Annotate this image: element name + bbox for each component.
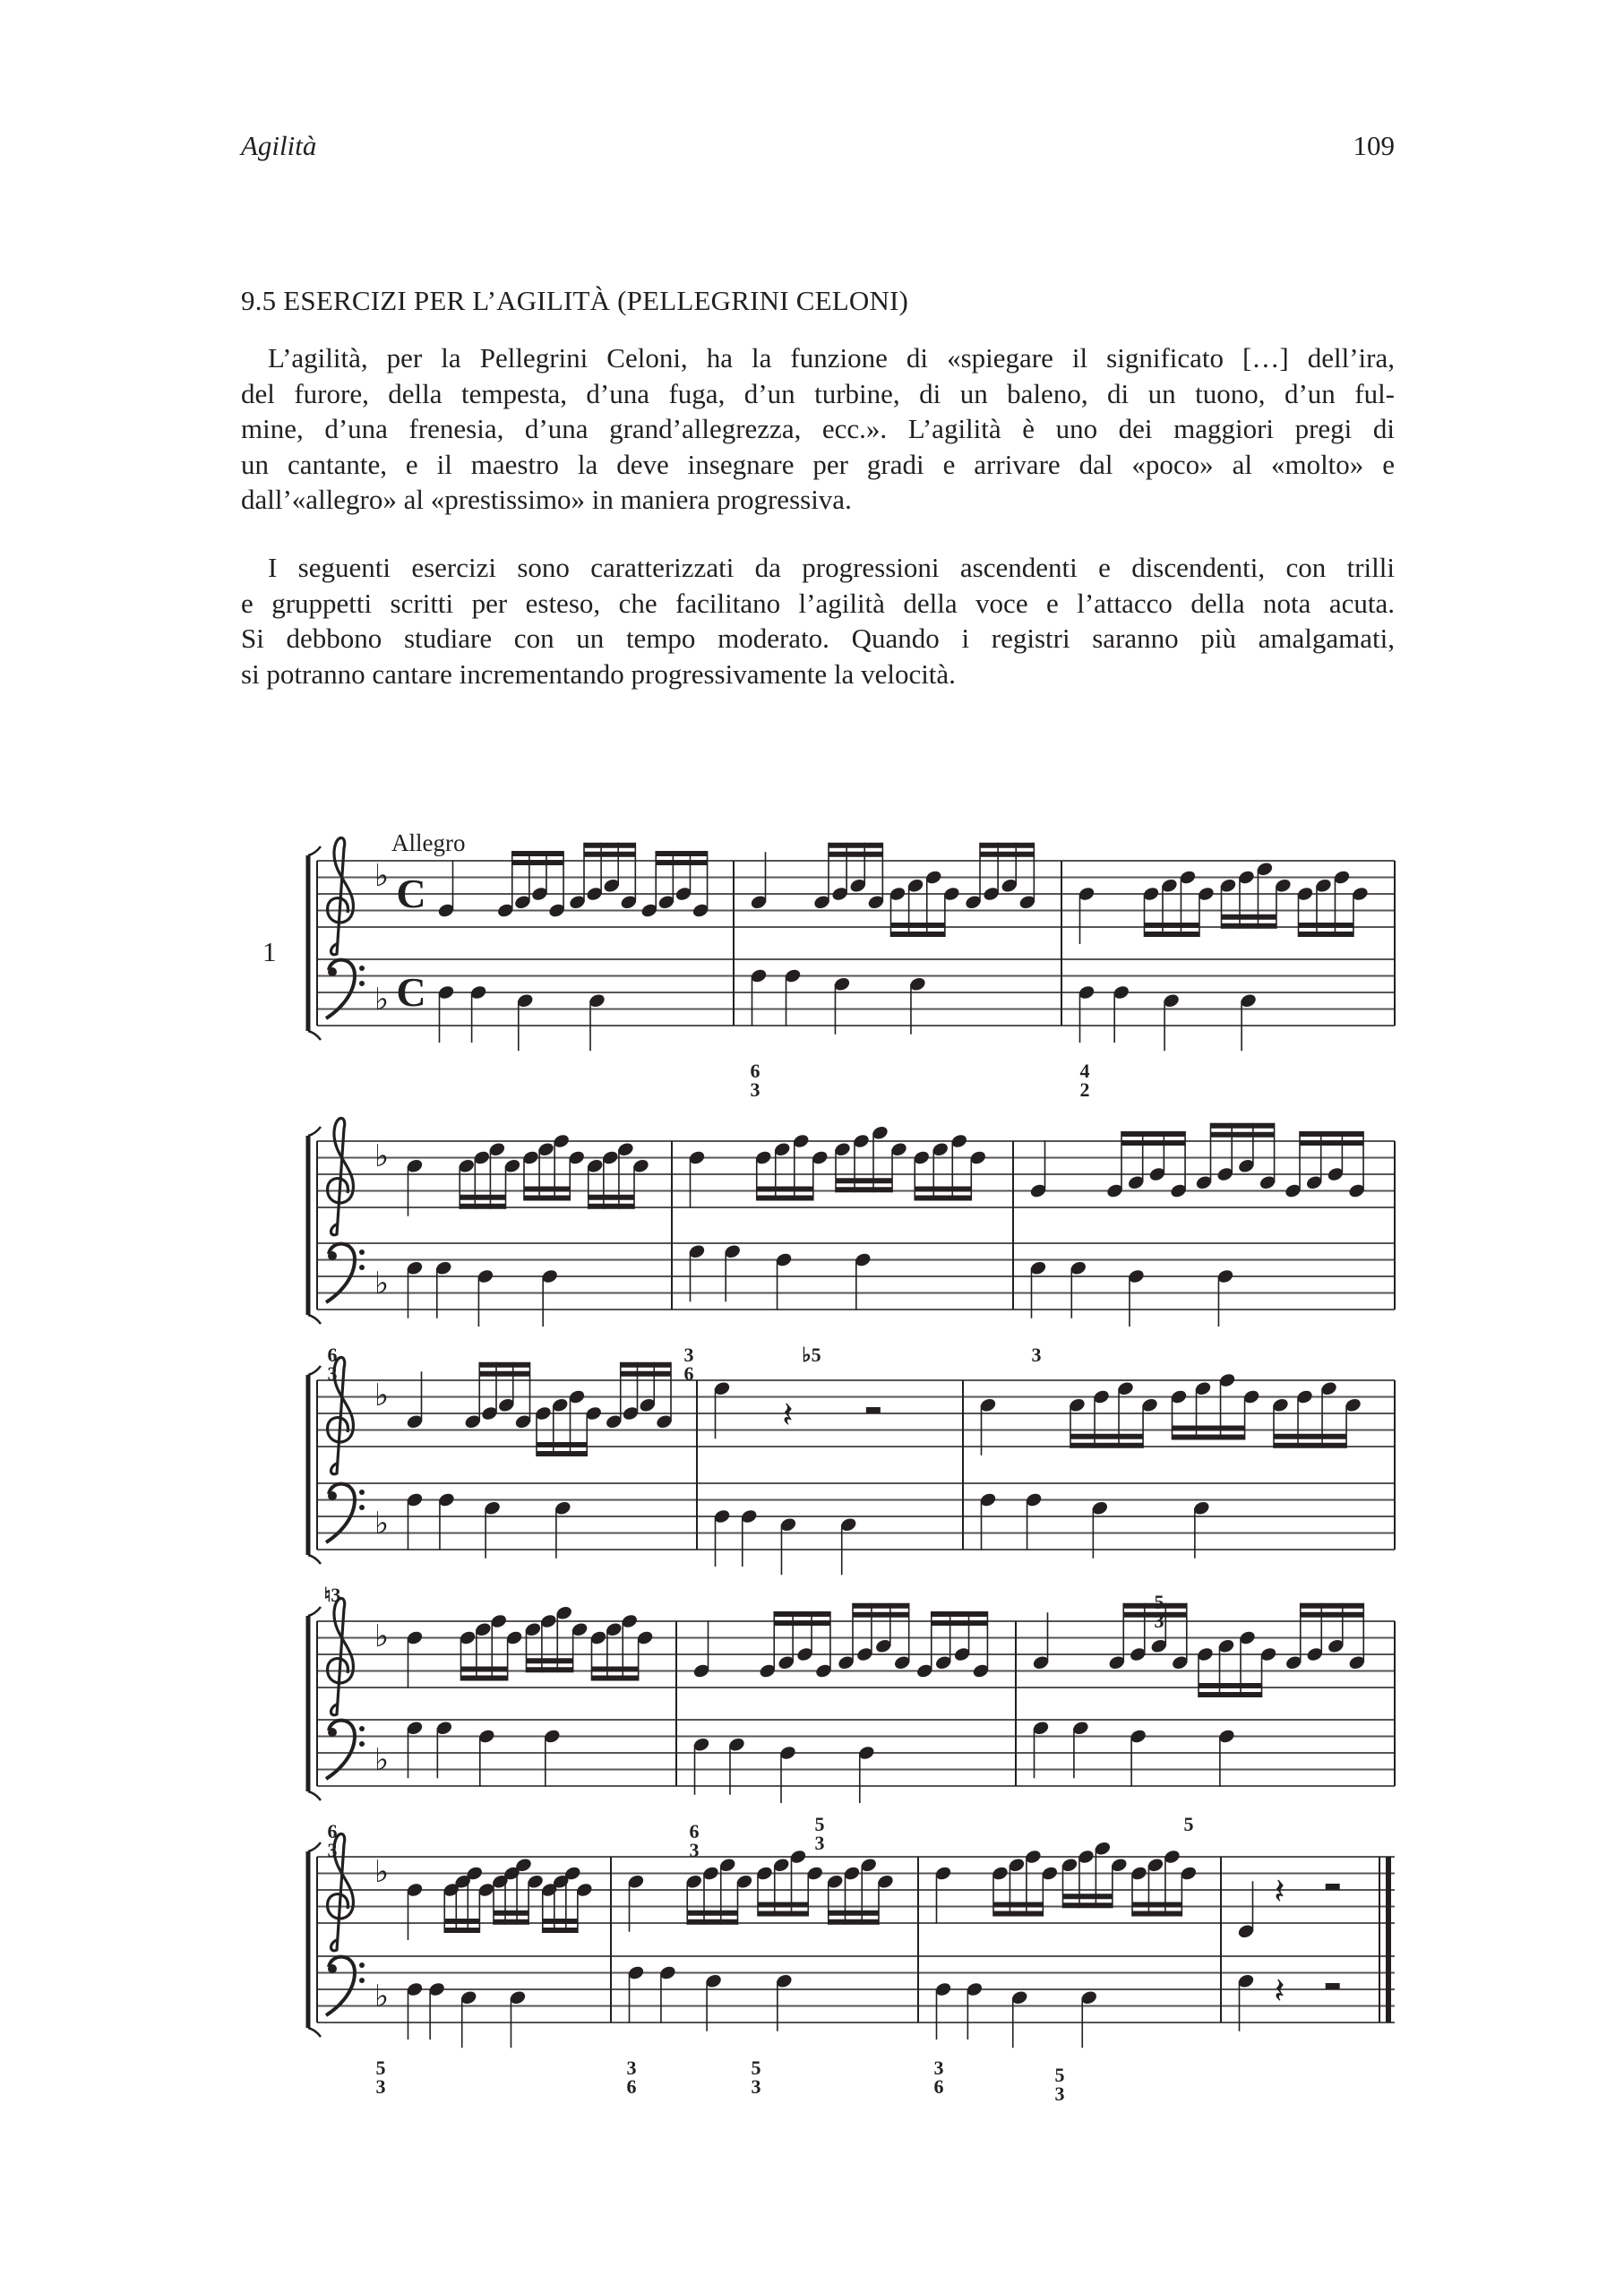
figure-lower: 3 bbox=[750, 1078, 760, 1101]
bracket-hook bbox=[308, 1315, 321, 1324]
figured-bass bbox=[1055, 2064, 1065, 2105]
figure-lower: 3 bbox=[327, 1362, 338, 1385]
beam bbox=[1063, 1902, 1113, 1908]
figured-bass bbox=[627, 2057, 637, 2098]
treble-clef-icon bbox=[328, 1118, 354, 1234]
bass-clef-dot bbox=[359, 1962, 365, 1968]
bracket-hook bbox=[308, 1031, 321, 1040]
figure-upper: 5 bbox=[814, 1813, 825, 1835]
system bbox=[308, 1598, 1395, 1803]
beam bbox=[1211, 1123, 1275, 1129]
bass-clef-dot bbox=[328, 1964, 337, 1973]
bass-clef-dot bbox=[359, 1490, 365, 1495]
system bbox=[308, 1118, 1395, 1327]
figured-bass bbox=[684, 1344, 694, 1385]
beam bbox=[1173, 1426, 1245, 1431]
system bbox=[308, 1357, 1395, 1575]
figure-lower: 6 bbox=[683, 1362, 694, 1385]
beam bbox=[1274, 1443, 1346, 1448]
figured-bass bbox=[328, 1344, 338, 1385]
beam bbox=[444, 1928, 479, 1933]
beam bbox=[891, 923, 945, 928]
text-line: dall’«allegro» al «prestissimo» in maniera progressiva. bbox=[241, 484, 852, 515]
figured-bass bbox=[328, 1820, 338, 1861]
beam bbox=[461, 1676, 508, 1681]
figured-bass bbox=[752, 2057, 761, 2098]
beam bbox=[1145, 932, 1199, 937]
beam bbox=[774, 1620, 830, 1626]
beam bbox=[512, 851, 563, 856]
beam bbox=[527, 1667, 573, 1672]
figure-lower: 2 bbox=[1079, 1078, 1090, 1101]
bracket-hook bbox=[308, 1791, 321, 1800]
figure-upper: 3 bbox=[1031, 1344, 1042, 1366]
figure-lower: 3 bbox=[814, 1832, 825, 1854]
figured-bass bbox=[1184, 1813, 1194, 1835]
figure-upper: 4 bbox=[1079, 1060, 1090, 1082]
figure-upper: 5 bbox=[1183, 1813, 1194, 1835]
figure-lower: 3 bbox=[1154, 1610, 1164, 1632]
beam bbox=[592, 1667, 639, 1672]
bass-clef-dot bbox=[328, 967, 337, 976]
bracket-hook bbox=[308, 1555, 321, 1564]
key-signature-flat: ♭ bbox=[374, 1856, 390, 1889]
beam bbox=[915, 1187, 971, 1192]
beam bbox=[1222, 923, 1276, 929]
beam bbox=[932, 1620, 988, 1626]
beam bbox=[932, 1611, 988, 1617]
beam bbox=[758, 1902, 808, 1908]
beam bbox=[444, 1919, 479, 1924]
quarter-rest: 𝄽 bbox=[1274, 1871, 1285, 1911]
half-rest bbox=[1326, 1884, 1340, 1890]
bass-clef-dot bbox=[328, 1728, 337, 1737]
beam bbox=[757, 1196, 813, 1201]
bracket-hook bbox=[308, 1127, 321, 1136]
figure-upper: 3 bbox=[933, 2057, 944, 2079]
beam bbox=[494, 1911, 528, 1916]
quarter-rest: 𝄽 bbox=[1274, 1971, 1285, 2011]
bass-clef-dot bbox=[328, 1491, 337, 1500]
beam bbox=[1211, 1132, 1275, 1138]
treble-clef-icon bbox=[328, 837, 354, 954]
text-line: e gruppetti scritti per esteso, che facilitano l’agilità della voce e l’attacco della nota acuta. bbox=[241, 587, 1395, 619]
figured-bass bbox=[1155, 1591, 1164, 1632]
figure-lower: 3 bbox=[751, 2075, 761, 2098]
beam bbox=[589, 1195, 634, 1200]
figured-bass bbox=[1080, 1060, 1090, 1101]
bass-clef-dot bbox=[359, 981, 365, 986]
figured-bass bbox=[324, 1584, 341, 1606]
figure-upper: 6 bbox=[327, 1344, 338, 1366]
beam bbox=[1145, 923, 1199, 928]
beam bbox=[656, 860, 707, 865]
beam bbox=[1132, 1902, 1181, 1908]
beam bbox=[1132, 1911, 1181, 1917]
bass-clef-dot bbox=[359, 1978, 365, 1983]
figured-bass bbox=[1032, 1344, 1042, 1366]
text-line: I seguenti esercizi sono caratterizzati da progressioni ascendenti e discendenti, con trilli bbox=[268, 552, 1395, 583]
beam bbox=[1299, 923, 1353, 928]
half-rest bbox=[1326, 1983, 1340, 1989]
page-number: 109 bbox=[1353, 130, 1395, 161]
beam bbox=[460, 1204, 505, 1209]
beam bbox=[584, 852, 635, 857]
figure-lower: 3 bbox=[1054, 2083, 1065, 2105]
beam bbox=[537, 1451, 587, 1456]
beam bbox=[1222, 915, 1276, 920]
bracket-hook bbox=[308, 1366, 321, 1375]
figure-upper: 6 bbox=[327, 1820, 338, 1842]
beam bbox=[980, 852, 1034, 857]
key-signature-flat: ♭ bbox=[374, 1980, 390, 2014]
beam bbox=[524, 1196, 570, 1201]
beam bbox=[687, 1911, 737, 1916]
beam bbox=[774, 1611, 830, 1617]
beam bbox=[1274, 1434, 1346, 1439]
section-heading: 9.5 ESERCIZI PER L’AGILITÀ (PELLEGRINI CELONI) bbox=[241, 285, 909, 316]
figure-upper: 5 bbox=[1154, 1591, 1164, 1613]
beam bbox=[524, 1187, 570, 1192]
beam bbox=[479, 1362, 529, 1368]
beam bbox=[527, 1658, 573, 1663]
beam bbox=[1199, 1683, 1262, 1688]
beam bbox=[584, 843, 635, 848]
beam bbox=[543, 1919, 578, 1924]
treble-clef-icon bbox=[328, 1598, 354, 1714]
figured-bass bbox=[815, 1813, 825, 1854]
key-signature-flat: ♭ bbox=[374, 983, 390, 1017]
key-signature-flat: ♭ bbox=[374, 1140, 390, 1173]
text-line: Si debbono studiare con un tempo moderato. Quando i registri saranno più amalgamati, bbox=[241, 623, 1395, 654]
bass-clef-dot bbox=[359, 1726, 365, 1731]
figure-upper: 5 bbox=[375, 2057, 386, 2079]
figured-bass bbox=[690, 1820, 700, 1861]
key-signature-flat: ♭ bbox=[374, 860, 390, 893]
tempo-marking: Allegro bbox=[391, 829, 466, 856]
beam bbox=[993, 1911, 1043, 1917]
key-signature-flat: ♭ bbox=[374, 1267, 390, 1301]
beam bbox=[1173, 1435, 1245, 1440]
beam bbox=[537, 1442, 587, 1447]
figure-lower: 3 bbox=[689, 1839, 700, 1861]
beam bbox=[543, 1928, 578, 1933]
beam bbox=[829, 1911, 879, 1916]
figure-upper: 3 bbox=[626, 2057, 637, 2079]
beam bbox=[853, 1612, 909, 1618]
beam bbox=[621, 1371, 671, 1377]
text-line: del furore, della tempesta, d’una fuga, d’un turbine, di un baleno, di un tuono, d’un ful- bbox=[241, 377, 1395, 409]
beam bbox=[758, 1911, 808, 1917]
beam bbox=[1300, 1131, 1363, 1137]
time-signature: C bbox=[396, 871, 426, 916]
bracket-hook bbox=[308, 1842, 321, 1851]
beam bbox=[829, 843, 882, 848]
key-signature-flat: ♭ bbox=[374, 1744, 390, 1777]
beam bbox=[512, 860, 563, 865]
beam bbox=[589, 1204, 634, 1209]
beam bbox=[829, 852, 882, 857]
figure-lower: 3 bbox=[375, 2075, 386, 2098]
figure-lower: 3 bbox=[327, 1839, 338, 1861]
text-line: L’agilità, per la Pellegrini Celoni, ha la funzione di «spiegare il significato […] dell’ira, bbox=[268, 342, 1395, 374]
beam bbox=[1199, 1692, 1262, 1697]
key-signature-flat: ♭ bbox=[374, 1379, 390, 1413]
bass-clef-dot bbox=[359, 1265, 365, 1270]
beam bbox=[915, 1196, 971, 1201]
half-rest bbox=[866, 1407, 881, 1413]
beam bbox=[1063, 1894, 1113, 1899]
figure-upper: 3 bbox=[683, 1344, 694, 1366]
beam bbox=[621, 1362, 671, 1368]
text-line: un cantante, e il maestro la deve insegnare per gradi e arrivare dal «poco» al «molto» e bbox=[241, 448, 1395, 480]
bass-clef-dot bbox=[359, 1505, 365, 1510]
figure-upper: ♮3 bbox=[323, 1584, 341, 1606]
bass-clef-dot bbox=[328, 1251, 337, 1260]
time-signature: C bbox=[396, 969, 426, 1015]
bracket-hook bbox=[308, 2028, 321, 2037]
final-barline bbox=[1386, 1857, 1391, 2022]
bass-clef-dot bbox=[359, 1250, 365, 1255]
beam bbox=[494, 1919, 528, 1925]
figure-upper: ♭5 bbox=[802, 1344, 821, 1366]
figure-lower: 6 bbox=[933, 2075, 944, 2098]
exercise-number: 1 bbox=[262, 936, 277, 967]
bass-clef-dot bbox=[359, 1741, 365, 1747]
beam bbox=[1300, 1140, 1363, 1146]
beam bbox=[836, 1187, 892, 1192]
key-signature-flat: ♭ bbox=[374, 1507, 390, 1541]
beam bbox=[829, 1919, 879, 1925]
beam bbox=[757, 1187, 813, 1192]
figured-bass bbox=[376, 2057, 386, 2098]
beam bbox=[460, 1195, 505, 1200]
beam bbox=[836, 1178, 892, 1183]
beam bbox=[980, 843, 1034, 848]
figure-lower: 6 bbox=[626, 2075, 637, 2098]
beam bbox=[592, 1676, 639, 1681]
beam bbox=[1301, 1603, 1364, 1609]
bracket-hook bbox=[308, 1607, 321, 1616]
figure-upper: 6 bbox=[689, 1820, 700, 1842]
figure-upper: 5 bbox=[1054, 2064, 1065, 2086]
beam bbox=[656, 851, 707, 856]
figured-bass bbox=[934, 2057, 944, 2098]
beam bbox=[1121, 1140, 1185, 1146]
key-signature-flat: ♭ bbox=[374, 1620, 390, 1653]
system bbox=[308, 837, 1395, 1051]
text-line: si potranno cantare incrementando progressivamente la velocità. bbox=[241, 657, 956, 690]
beam bbox=[1121, 1131, 1185, 1137]
beam bbox=[1070, 1443, 1143, 1448]
beam bbox=[891, 932, 945, 937]
system bbox=[308, 1834, 1395, 2048]
figured-bass bbox=[751, 1060, 760, 1101]
beam bbox=[461, 1667, 508, 1672]
running-title: Agilità bbox=[241, 130, 317, 161]
quarter-rest: 𝄽 bbox=[782, 1395, 794, 1435]
beam bbox=[993, 1902, 1043, 1908]
figure-upper: 5 bbox=[751, 2057, 761, 2079]
bass-clef-dot bbox=[359, 966, 365, 971]
beam bbox=[1299, 932, 1353, 937]
beam bbox=[853, 1603, 909, 1609]
beam bbox=[1301, 1612, 1364, 1618]
figured-bass bbox=[802, 1344, 821, 1366]
beam bbox=[1070, 1434, 1143, 1439]
beam bbox=[479, 1371, 529, 1377]
figure-upper: 6 bbox=[750, 1060, 760, 1082]
beam bbox=[687, 1919, 737, 1925]
bracket-hook bbox=[308, 846, 321, 855]
text-line: mine, d’una frenesia, d’una grand’allegrezza, ecc.». L’agilità è uno dei maggiori pregi di bbox=[241, 413, 1395, 444]
